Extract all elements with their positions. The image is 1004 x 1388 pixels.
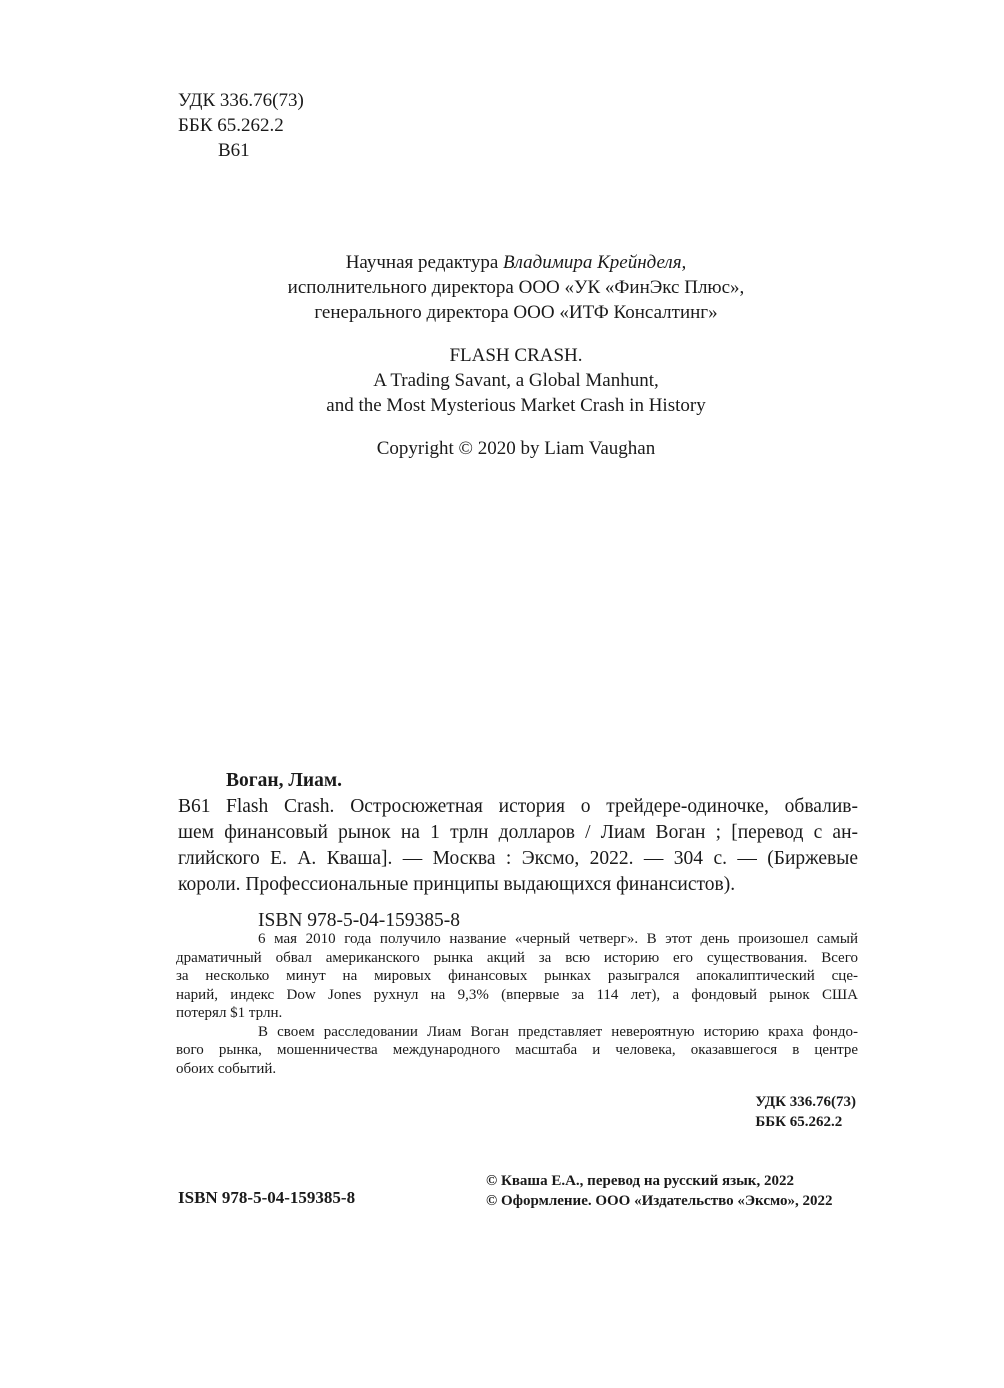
editor-role-1: исполнительного директора ООО «УК «ФинЭкс Плюс», <box>287 277 745 298</box>
copyright-notices <box>486 1171 833 1211</box>
annotation <box>176 930 858 1078</box>
catalog-record <box>178 794 858 820</box>
catalog-author: Воган, Лиам. <box>226 770 343 791</box>
author-mark: В61 <box>218 140 250 161</box>
credits-block <box>150 250 882 479</box>
copyright-line: Copyright © 2020 by Liam Vaughan <box>376 438 656 459</box>
footer-bbk: ББК 65.262.2 <box>755 1114 843 1130</box>
editor-name: Владимира Крейнделя, <box>503 252 687 273</box>
annotation-line: драматичный обвал американского рынка акций за всю историю его существования. Всего <box>176 949 858 966</box>
catalog-code: В61 <box>178 796 211 817</box>
classification-header <box>178 88 304 163</box>
bbk-code: ББК 65.262.2 <box>178 115 284 136</box>
original-title-line-1: FLASH CRASH. <box>449 345 583 366</box>
annotation-line: В своем расследовании Лиам Воган представляет невероятную историю краха фондо- <box>258 1023 858 1040</box>
catalog-line-2: шем финансовый рынок на 1 трлн долларов / Лиам Воган ; [перевод с ан- <box>178 822 858 843</box>
catalog-entry <box>178 768 858 934</box>
isbn: ISBN 978-5-04-159385-8 <box>178 1188 356 1207</box>
original-title-line-3: and the Most Mysterious Market Crash in History <box>326 395 706 416</box>
annotation-line: за несколько минут на мировых финансовых рынках разыгрался апокалиптический сце- <box>176 968 858 984</box>
catalog-line-3: глийского Е. А. Кваша]. — Москва : Эксмо, 2022. — 304 с. — (Биржевые <box>178 848 858 869</box>
editor-credit <box>150 250 882 325</box>
catalog-line-1: Flash Crash. Остросюжетная история о трейдере-одиночке, обвалив- <box>226 796 858 817</box>
catalog-isbn: ISBN 978-5-04-159385-8 <box>258 910 461 931</box>
annotation-line: обоих событий. <box>176 1060 277 1077</box>
translation-copyright: © Кваша Е.А., перевод на русский язык, 2022 <box>486 1173 794 1189</box>
annotation-line: 6 мая 2010 года получило название «черный четверг». В этот день произошел самый <box>258 931 858 947</box>
annotation-line: нарий, индекс Dow Jones рухнул на 9,3% (впервые за 114 лет), а фондовый рынок США <box>176 986 858 1003</box>
catalog-line-4: короли. Профессиональные принципы выдающихся финансистов). <box>178 874 736 895</box>
udk-code: УДК 336.76(73) <box>178 90 304 111</box>
design-copyright: © Оформление. ООО «Издательство «Эксмо», 2022 <box>486 1193 833 1209</box>
annotation-line: потерял $1 трлн. <box>176 1005 283 1021</box>
original-title-line-2: A Trading Savant, a Global Manhunt, <box>373 370 659 391</box>
annotation-line: вого рынка, мошенничества международного масштаба и человека, оказавшегося в центре <box>176 1042 858 1058</box>
editor-role-2: генерального директора ООО «ИТФ Консалтинг» <box>314 302 718 323</box>
editor-prefix: Научная редактура <box>345 252 504 273</box>
original-title <box>150 343 882 418</box>
classification-footer <box>755 1092 856 1132</box>
footer-udk: УДК 336.76(73) <box>755 1094 856 1110</box>
